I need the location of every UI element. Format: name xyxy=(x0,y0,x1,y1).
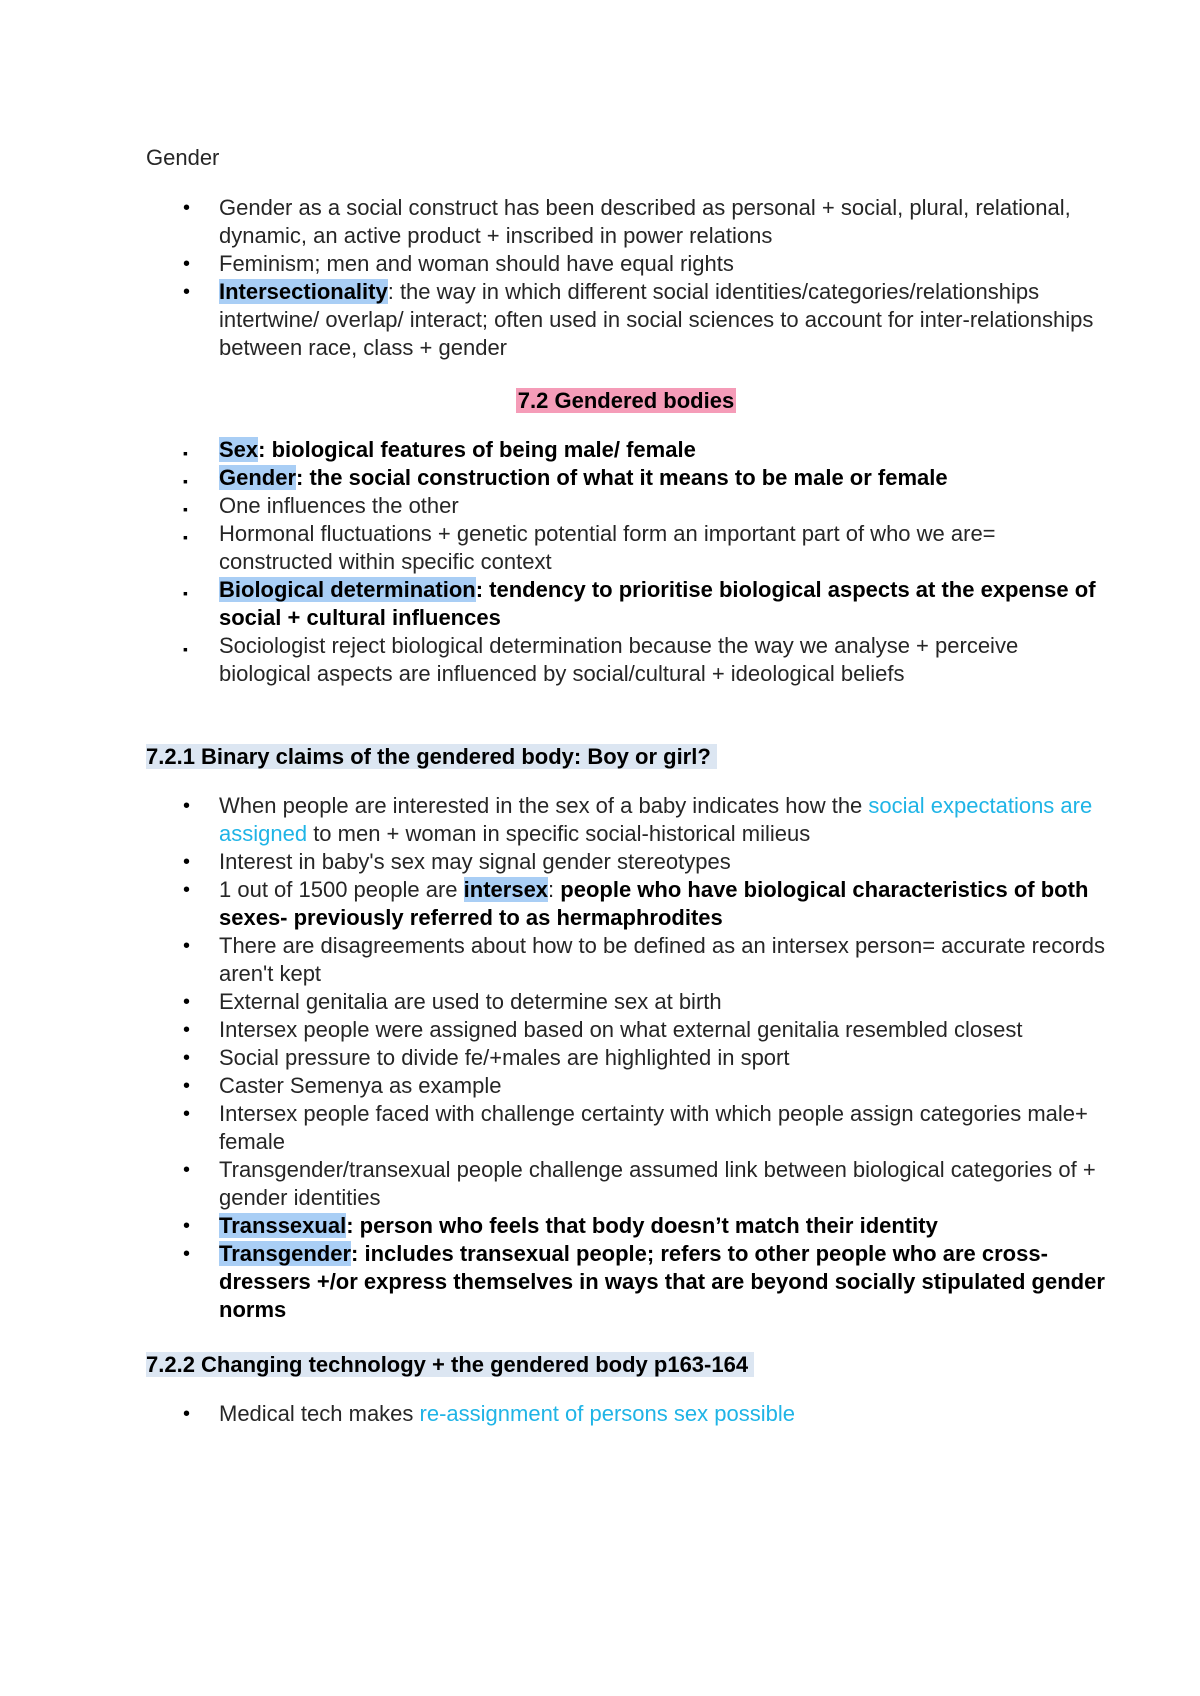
bullet-icon: • xyxy=(183,1103,191,1125)
square-bullet-icon: ▪ xyxy=(183,473,188,489)
square-bullet-icon: ▪ xyxy=(183,501,188,517)
highlighted-term: Transsexual xyxy=(219,1213,347,1238)
bullet-icon: • xyxy=(183,1075,191,1097)
list-item: ▪ Gender: the social construction of what it means to be male or female xyxy=(146,464,1106,492)
bullet-icon: • xyxy=(183,935,191,957)
list-item: ▪ Sex: biological features of being male/ female xyxy=(146,436,1106,464)
binary-claims-list xyxy=(146,792,1106,1324)
list-item: • Medical tech makes re-assignment of persons sex possible xyxy=(183,1401,795,1426)
document-title: Gender xyxy=(146,145,220,170)
list-item: • Feminism; men and woman should have equal rights xyxy=(183,251,734,276)
bullet-icon: • xyxy=(183,281,191,303)
bullet-icon: • xyxy=(183,1159,191,1181)
list-item: • External genitalia are used to determine sex at birth xyxy=(183,989,722,1014)
intro-list xyxy=(146,194,1106,362)
highlighted-term: Intersectionality xyxy=(219,279,388,304)
list-item: • 1 out of 1500 people are intersex: people who have biological characteristics of both sexes- previously referred to as hermaphrodites xyxy=(183,877,1089,930)
list-item: • Caster Semenya as example xyxy=(183,1073,502,1098)
highlighted-term: intersex xyxy=(463,877,549,902)
bullet-icon: • xyxy=(183,1215,191,1237)
square-bullet-icon: ▪ xyxy=(183,445,188,461)
bullet-icon: • xyxy=(183,851,191,873)
list-item: • Gender as a social construct has been described as personal + social, plural, relational, dynamic, an active product + inscribed in power relations xyxy=(183,195,1071,248)
list-item: • Intersex people were assigned based on what external genitalia resembled closest xyxy=(183,1017,1023,1042)
bullet-icon: • xyxy=(183,795,191,817)
list-item: • Transgender: includes transexual people; refers to other people who are cross-dressers +/or express themselves in ways that are beyond socially stipulated gender norms xyxy=(183,1241,1105,1322)
list-item: ▪ Sociologist reject biological determination because the way we analyse + perceive biological aspects are influenced by social/cultural + ideological beliefs xyxy=(183,633,1019,686)
document-body xyxy=(146,144,1106,1428)
bullet-icon: • xyxy=(183,1047,191,1069)
square-bullet-icon: ▪ xyxy=(183,529,188,545)
highlighted-term: Biological determination xyxy=(219,577,476,602)
highlighted-term: Gender xyxy=(219,465,297,490)
bullet-icon: • xyxy=(183,1403,191,1425)
bullet-icon: • xyxy=(183,879,191,901)
square-bullet-icon: ▪ xyxy=(183,641,188,657)
list-item: ▪ One influences the other xyxy=(146,492,1106,520)
list-item: ▪ Biological determination: tendency to prioritise biological aspects at the expense of social + cultural influences xyxy=(183,577,1096,630)
list-item: • Intersex people faced with challenge certainty with which people assign categories male+ female xyxy=(183,1101,1088,1154)
list-item: • There are disagreements about how to be defined as an intersex person= accurate records aren't kept xyxy=(183,933,1106,986)
bullet-icon: • xyxy=(183,1019,191,1041)
colored-text: re-assignment of persons sex possible xyxy=(419,1401,795,1426)
section-heading-7-2-2: 7.2.2 Changing technology + the gendered body p163-164 xyxy=(146,1350,1106,1380)
bullet-icon: • xyxy=(183,253,191,275)
highlighted-term: Transgender xyxy=(219,1241,352,1266)
colored-text: social expectations are assigned xyxy=(219,793,1093,846)
section-heading-7-2: 7.2 Gendered bodies xyxy=(517,388,735,413)
highlighted-term: Sex xyxy=(219,437,259,462)
section-heading-7-2-1: 7.2.1 Binary claims of the gendered body: Boy or girl? xyxy=(146,742,1106,772)
bullet-icon: • xyxy=(183,197,191,219)
list-item: ▪ Hormonal fluctuations + genetic potential form an important part of who we are= constructed within specific context xyxy=(183,521,996,574)
list-item: • Transsexual: person who feels that body doesn’t match their identity xyxy=(183,1213,938,1238)
list-item: • When people are interested in the sex of a baby indicates how the social expectations are assigned to men + woman in specific social-historical milieus xyxy=(183,793,1093,846)
bullet-icon: • xyxy=(183,1243,191,1265)
list-item: • Interest in baby's sex may signal gender stereotypes xyxy=(183,849,731,874)
changing-technology-list xyxy=(146,1400,1106,1428)
square-bullet-icon: ▪ xyxy=(183,585,188,601)
bullet-icon: • xyxy=(183,991,191,1013)
list-item: • Intersectionality: the way in which different social identities/categories/relationships intertwine/ overlap/ interact; often used in social sciences to account for inter-relationships between race, class + gender xyxy=(183,279,1094,360)
list-item: • Social pressure to divide fe/+males are highlighted in sport xyxy=(183,1045,790,1070)
list-item: • Transgender/transexual people challenge assumed link between biological categories of + gender identities xyxy=(183,1157,1096,1210)
gendered-bodies-list xyxy=(146,436,1106,688)
